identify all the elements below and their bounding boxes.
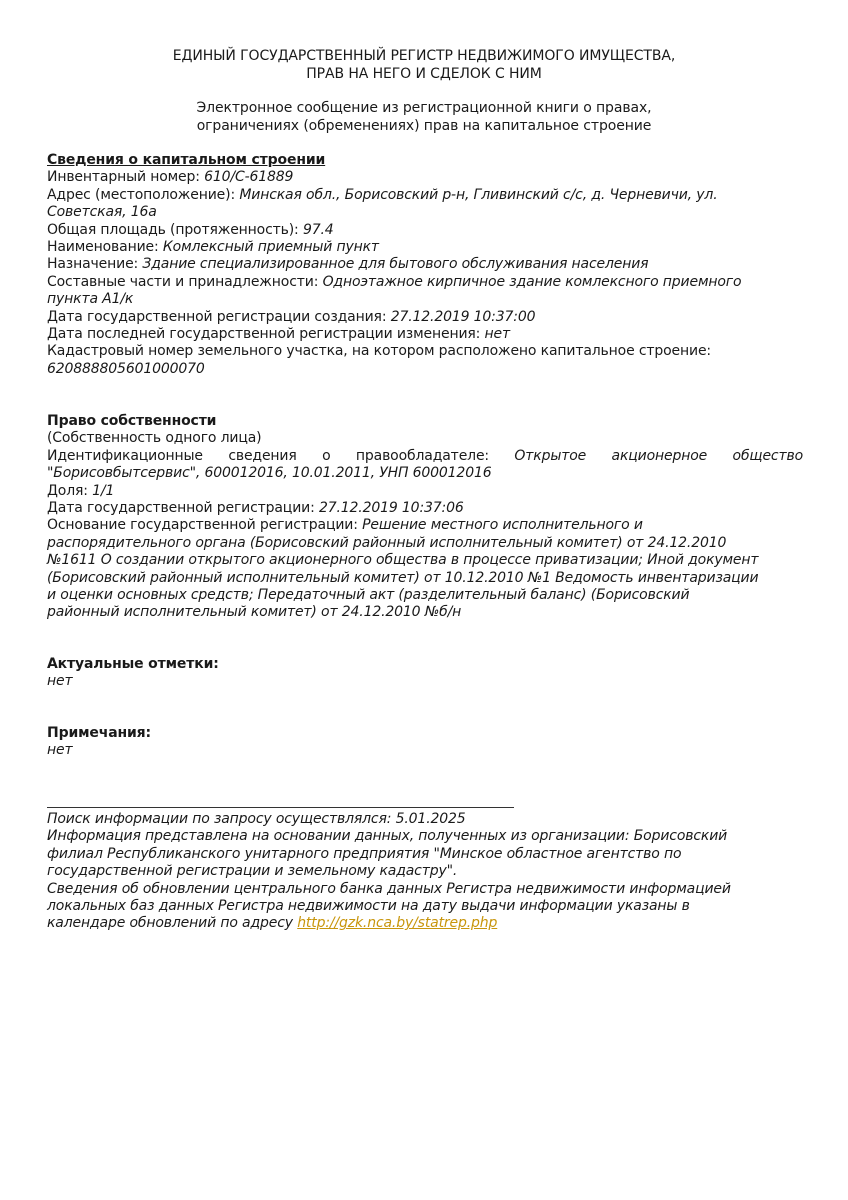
area-row	[47, 222, 803, 239]
ownership-section-title: Право собственности	[47, 413, 217, 429]
share-label: Доля:	[47, 482, 93, 499]
address-label: Адрес (местоположение):	[47, 186, 240, 203]
basis-line3: №1611 О создании открытого акционерного общества в процессе приватизации; Иной документ	[47, 552, 759, 569]
basis-line4: (Борисовский районный исполнительный комитет) от 10.12.2010 №1 Ведомость инвентаризации	[47, 569, 759, 586]
basis-line1: Решение местного исполнительного и	[362, 517, 643, 534]
address-value-line1: Минская обл., Борисовский р-н, Гливинский с/с, д. Черневичи, ул.	[239, 186, 718, 203]
footer-divider	[47, 807, 514, 808]
basis-row	[47, 517, 803, 534]
statrep-link[interactable]: http://gzk.nca.by/statrep.php	[297, 915, 498, 932]
created-value: 27.12.2019 10:37:00	[390, 308, 536, 325]
building-section-title: Сведения о капитальном строении	[47, 152, 326, 168]
notes-value: нет	[47, 742, 73, 759]
holder-row	[47, 448, 803, 465]
basis-line5: и оценки основных средств; Передаточный акт (разделительный баланс) (Борисовский	[47, 587, 690, 604]
basis-label: Основание государственной регистрации:	[47, 517, 363, 534]
marks-section	[47, 656, 803, 691]
cadastral-value: 620888805601000070	[47, 360, 205, 377]
basis-line6: районный исполнительный комитет) от 24.12.2010 №б/н	[47, 604, 462, 621]
ownership-section	[47, 413, 803, 622]
notes-section	[47, 725, 803, 760]
changed-row	[47, 326, 803, 343]
basis-line2: распорядительного органа (Борисовский районный исполнительный комитет) от 24.12.2010	[47, 534, 727, 551]
registry-title	[0, 47, 848, 83]
holder-value-line1: Открытое акционерное общество	[514, 447, 803, 464]
created-label: Дата государственной регистрации создания:	[47, 308, 391, 325]
update-line2: локальных баз данных Регистра недвижимости на дату выдачи информации указаны в	[47, 898, 690, 915]
name-value: Комлексный приемный пункт	[162, 239, 379, 256]
holder-label: Идентификационные сведения о правообладателе:	[47, 447, 515, 464]
reg-date-label: Дата государственной регистрации:	[47, 500, 319, 517]
area-value: 97.4	[302, 221, 334, 238]
share-value: 1/1	[92, 482, 115, 499]
notes-section-title: Примечания:	[47, 725, 151, 741]
marks-section-title: Актуальные отметки:	[47, 656, 219, 672]
inventory-value: 610/C-61889	[204, 169, 294, 186]
source-line3: государственной регистрации и земельному кадастру".	[47, 863, 458, 880]
changed-value: нет	[484, 326, 511, 343]
building-section	[47, 152, 803, 378]
inventory-label: Инвентарный номер:	[47, 169, 205, 186]
cadastral-label: Кадастровый номер земельного участка, на котором расположено капитальное строение:	[47, 343, 711, 360]
components-value-line2: пункта А1/к	[47, 291, 134, 308]
created-row	[47, 309, 803, 326]
source-line1: Информация представлена на основании данных, полученных из организации: Борисовский	[47, 828, 728, 845]
reg-date-value: 27.12.2019 10:37:06	[318, 500, 464, 517]
message-title	[0, 99, 848, 135]
address-row	[47, 187, 803, 204]
reg-date-row	[47, 500, 803, 517]
registry-title-line2: ПРАВ НА НЕГО И СДЕЛОК С НИМ	[306, 66, 542, 82]
address-value-line2: Советская, 16а	[47, 204, 157, 221]
purpose-label: Назначение:	[47, 256, 143, 273]
holder-value-line2: "Борисовбытсервис", 600012016, 10.01.2011, УНП 600012016	[47, 465, 492, 482]
purpose-value: Здание специализированное для бытового обслуживания населения	[142, 256, 649, 273]
search-line: Поиск информации по запросу осуществлялся: 5.01.2025	[47, 811, 466, 827]
marks-value: нет	[47, 673, 73, 690]
registry-title-line1: ЕДИНЫЙ ГОСУДАРСТВЕННЫЙ РЕГИСТР НЕДВИЖИМОГО ИМУЩЕСТВА,	[172, 48, 676, 64]
components-row	[47, 274, 803, 291]
components-label: Составные части и принадлежности:	[47, 273, 323, 290]
message-title-line2: ограничениях (обременениях) прав на капитальное строение	[196, 118, 652, 134]
share-row	[47, 483, 803, 500]
components-value-line1: Одноэтажное кирпичное здание комлексного приемного	[322, 273, 742, 290]
message-title-line1: Электронное сообщение из регистрационной книги о правах,	[196, 100, 652, 116]
purpose-row	[47, 256, 803, 273]
name-label: Наименование:	[47, 239, 163, 256]
inventory-row	[47, 169, 803, 186]
source-line2: филиал Республиканского унитарного предприятия "Минское областное агентство по	[47, 845, 682, 862]
update-line1: Сведения об обновлении центрального банка данных Регистра недвижимости информацией	[47, 880, 731, 897]
area-label: Общая площадь (протяженность):	[47, 221, 303, 238]
name-row	[47, 239, 803, 256]
update-line3-prefix: календаре обновлений по адресу	[47, 915, 298, 932]
ownership-type: (Собственность одного лица)	[47, 430, 262, 447]
update-line3	[47, 915, 803, 932]
footer	[47, 811, 803, 933]
changed-label: Дата последней государственной регистрации изменения:	[47, 326, 485, 343]
